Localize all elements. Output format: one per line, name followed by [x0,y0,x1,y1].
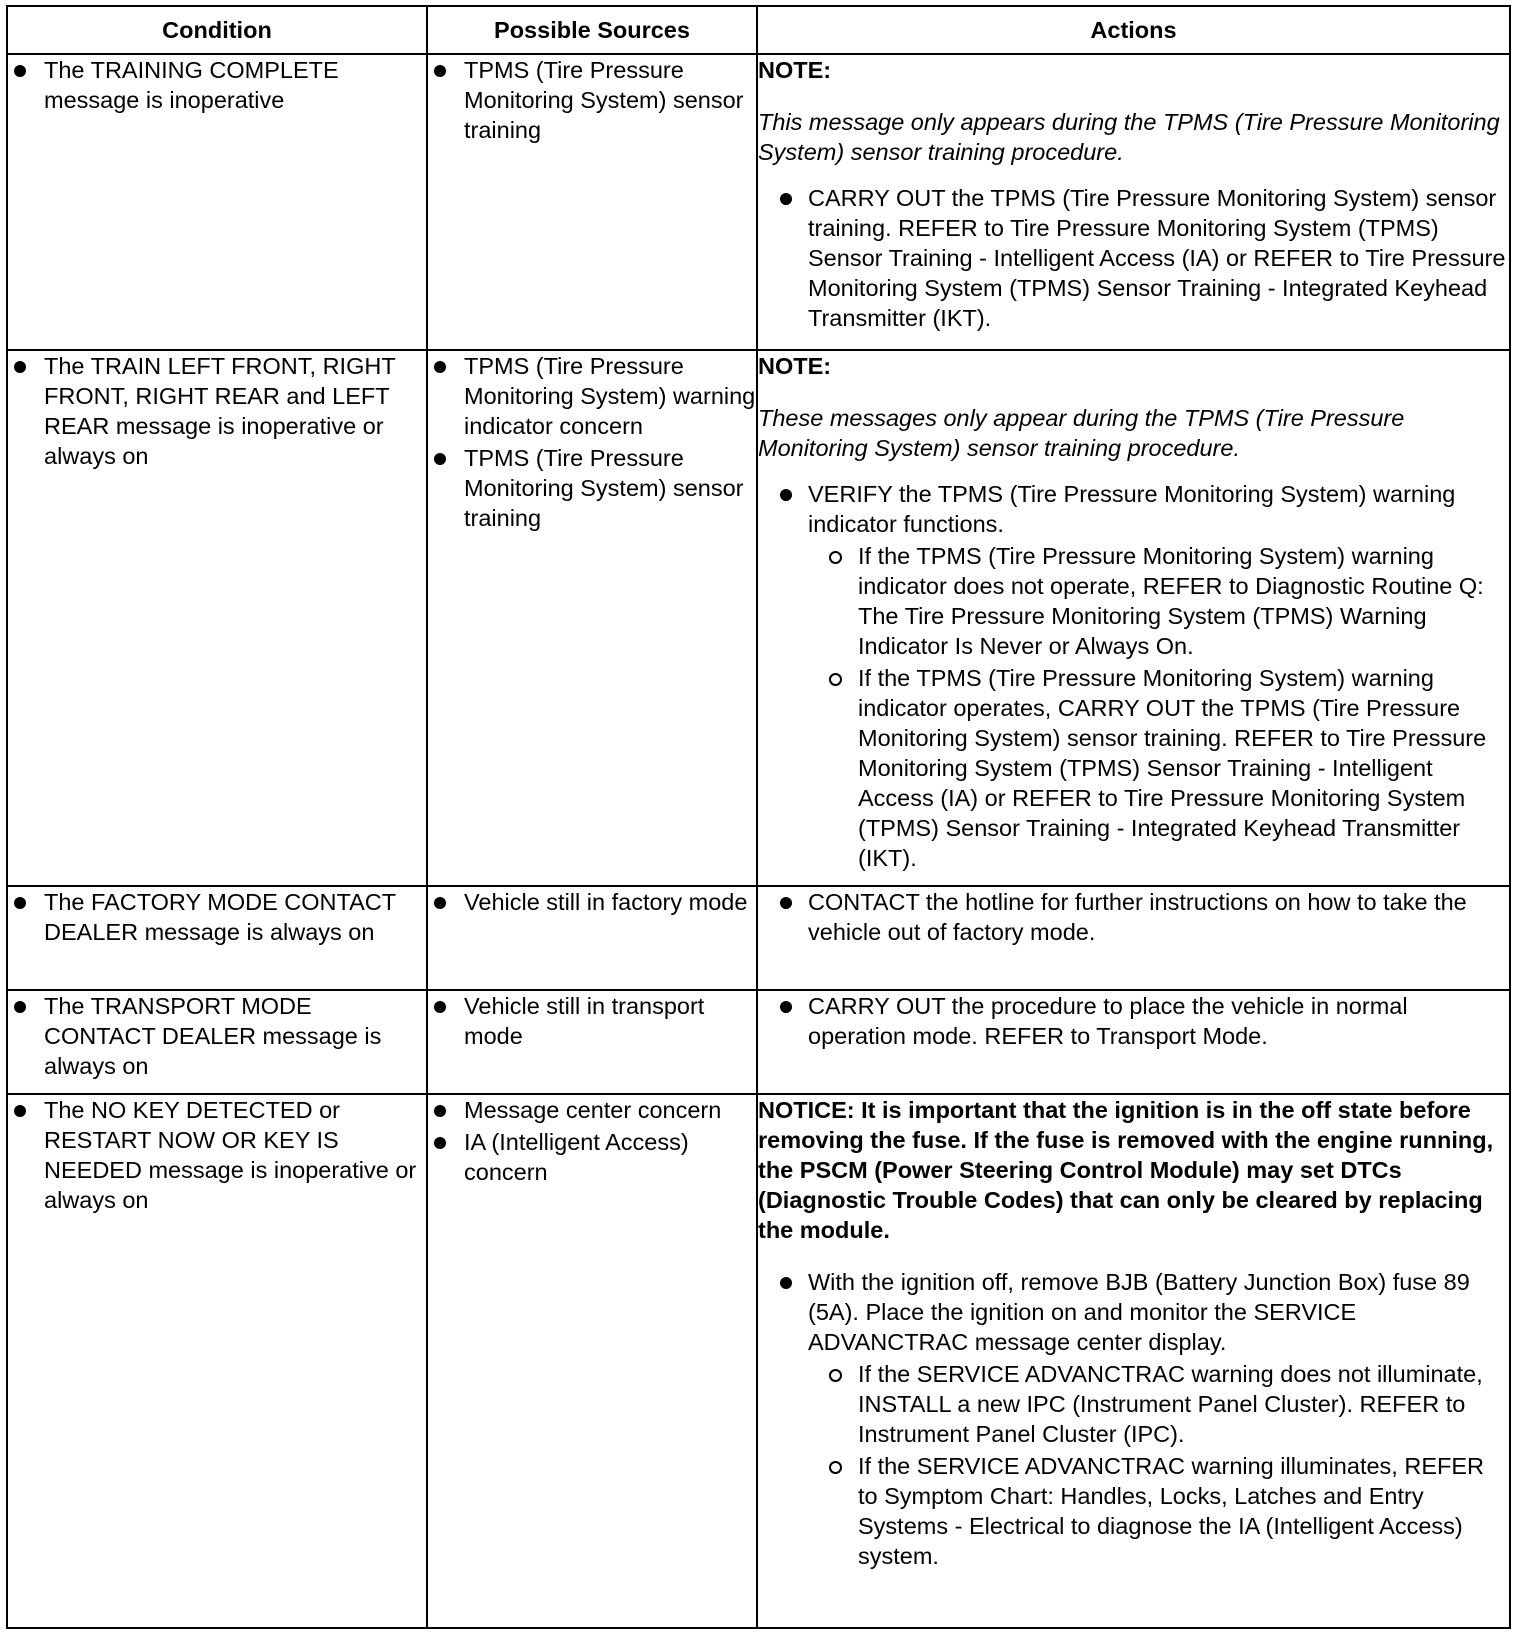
note-label: NOTE: [758,353,832,379]
action-item: CARRY OUT the procedure to place the vehicle in normal operation mode. REFER to Transport Mode. [758,991,1509,1051]
source-item: TPMS (Tire Pressure Monitoring System) sensor training [428,55,756,145]
action-item: CONTACT the hotline for further instructions on how to take the vehicle out of factory mode. [758,887,1509,947]
sources-cell [427,54,757,350]
sources-cell [427,990,757,1094]
table-row [7,886,1510,990]
note-label: NOTE: [758,57,832,83]
source-item: Vehicle still in factory mode [428,887,756,917]
action-text: With the ignition off, remove BJB (Battery Junction Box) fuse 89 (5A). Place the ignition on and monitor the SERVICE ADVANCTRAC message center display. [808,1269,1470,1355]
action-item: CARRY OUT the TPMS (Tire Pressure Monitoring System) sensor training. REFER to Tire Pressure Monitoring System (TPMS) Sensor Training - Intelligent Access (IA) or REFER to Tire Pressure Monitoring System (TPMS) Sensor Training - Integrated Keyhead Transmitter (IKT). [758,183,1509,333]
action-item [758,1267,1509,1571]
diagnostic-table [6,5,1511,1629]
action-text: VERIFY the TPMS (Tire Pressure Monitoring System) warning indicator functions. [808,481,1456,537]
sources-cell [427,886,757,990]
source-item: TPMS (Tire Pressure Monitoring System) sensor training [428,443,756,533]
condition-item: The TRAIN LEFT FRONT, RIGHT FRONT, RIGHT REAR and LEFT REAR message is inoperative or always on [8,351,426,471]
condition-item: The NO KEY DETECTED or RESTART NOW OR KEY IS NEEDED message is inoperative or always on [8,1095,426,1215]
note-text: These messages only appear during the TPMS (Tire Pressure Monitoring System) sensor training procedure. [758,405,1405,461]
sub-action-item: If the TPMS (Tire Pressure Monitoring System) warning indicator operates, CARRY OUT the TPMS (Tire Pressure Monitoring System) sensor training. REFER to Tire Pressure Monitoring System (TPMS) Sensor Training - Intelligent Access (IA) or REFER to Tire Pressure Monitoring System (TPMS) Sensor Training - Integrated Keyhead Transmitter (IKT). [808,663,1509,873]
actions-cell [757,350,1510,886]
header-condition: Condition [7,6,427,54]
source-item: IA (Intelligent Access) concern [428,1127,756,1187]
sub-action-item: If the SERVICE ADVANCTRAC warning does not illuminate, INSTALL a new IPC (Instrument Panel Cluster). REFER to Instrument Panel Cluster (IPC). [808,1359,1509,1449]
condition-item: The FACTORY MODE CONTACT DEALER message is always on [8,887,426,947]
condition-cell [7,990,427,1094]
header-actions: Actions [757,6,1510,54]
header-possible-sources: Possible Sources [427,6,757,54]
table-row [7,1094,1510,1628]
source-item: TPMS (Tire Pressure Monitoring System) warning indicator concern [428,351,756,441]
condition-cell [7,350,427,886]
actions-cell [757,886,1510,990]
actions-cell [757,1094,1510,1628]
condition-item: The TRANSPORT MODE CONTACT DEALER message is always on [8,991,426,1081]
sub-action-item: If the SERVICE ADVANCTRAC warning illuminates, REFER to Symptom Chart: Handles, Locks, Latches and Entry Systems - Electrical to diagnose the IA (Intelligent Access) system. [808,1451,1509,1571]
condition-item: The TRAINING COMPLETE message is inoperative [8,55,426,115]
table-row [7,54,1510,350]
sources-cell [427,350,757,886]
table-row [7,350,1510,886]
table-row [7,990,1510,1094]
note-text: This message only appears during the TPMS (Tire Pressure Monitoring System) sensor training procedure. [758,109,1500,165]
sub-action-item: If the TPMS (Tire Pressure Monitoring System) warning indicator does not operate, REFER to Diagnostic Routine Q: The Tire Pressure Monitoring System (TPMS) Warning Indicator Is Never or Always On. [808,541,1509,661]
sources-cell [427,1094,757,1628]
source-item: Vehicle still in transport mode [428,991,756,1051]
condition-cell [7,886,427,990]
condition-cell [7,1094,427,1628]
action-item [758,479,1509,873]
notice-text: NOTICE: It is important that the ignition is in the off state before removing the fuse. If the fuse is removed with the engine running, the PSCM (Power Steering Control Module) may set DTCs (Diagnostic Trouble Codes) that can only be cleared by replacing the module. [758,1097,1494,1243]
source-item: Message center concern [428,1095,756,1125]
actions-cell [757,990,1510,1094]
header-row [7,6,1510,54]
actions-cell [757,54,1510,350]
condition-cell [7,54,427,350]
